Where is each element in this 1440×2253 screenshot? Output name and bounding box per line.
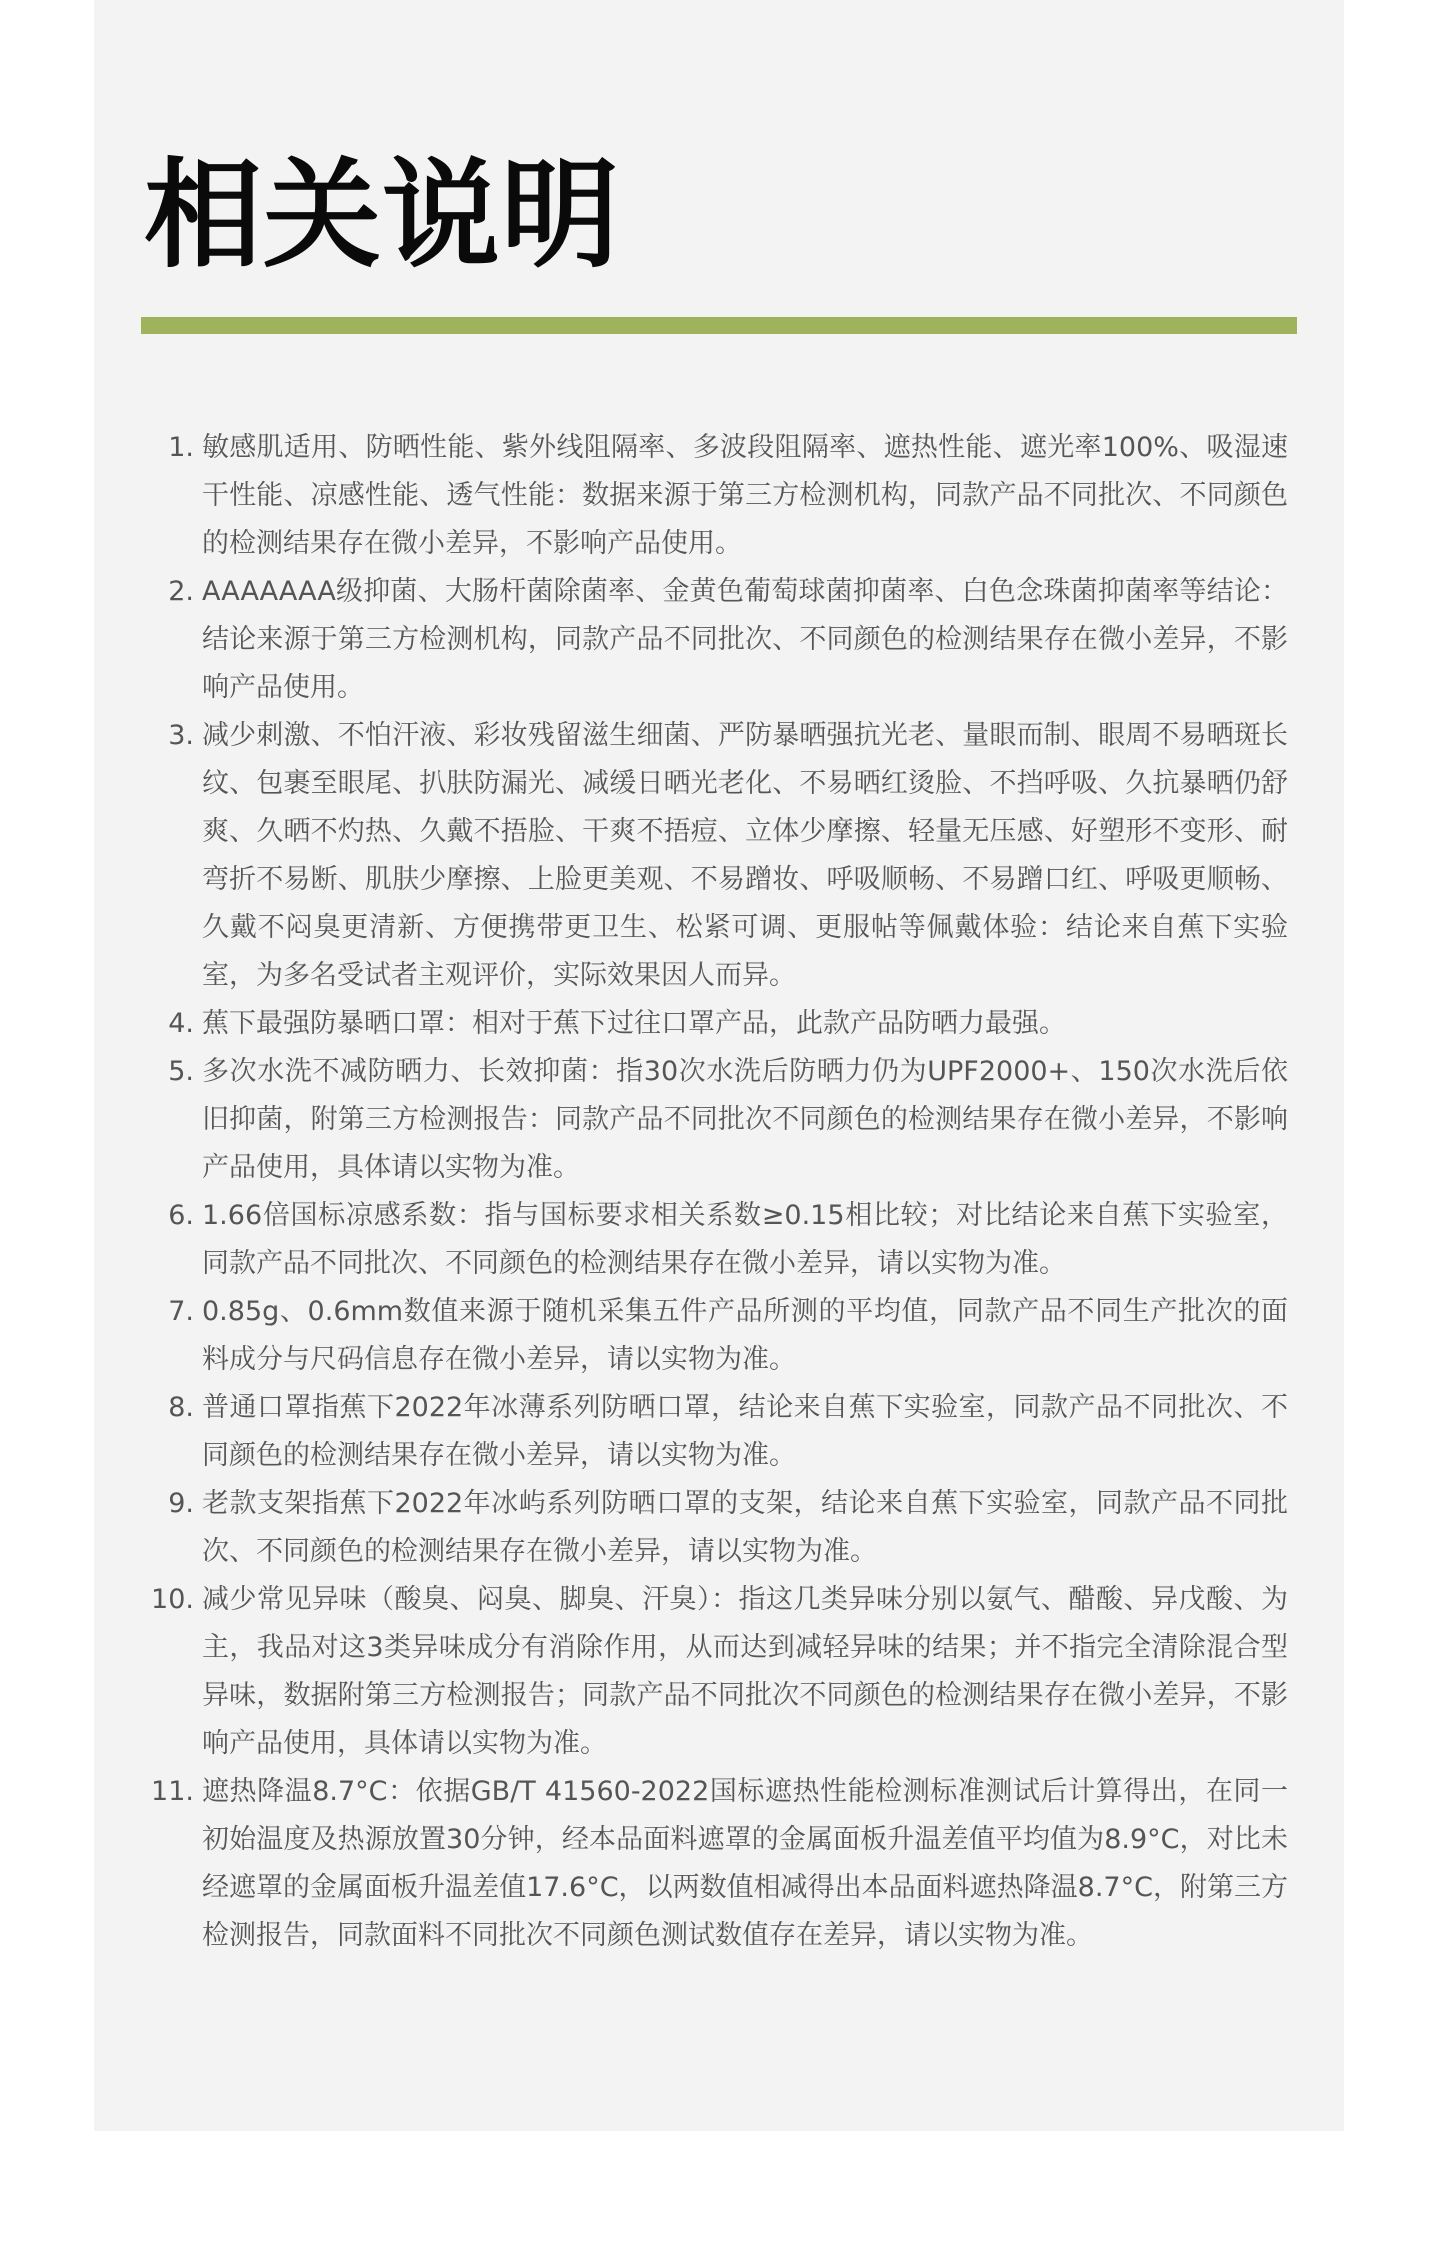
list-item	[94, 1048, 1288, 1192]
item-number: 3.	[168, 720, 194, 751]
item-number: 2.	[168, 576, 194, 607]
item-number: 10.	[151, 1584, 194, 1615]
list-item	[94, 424, 1288, 568]
item-text: 0.85g、0.6mm数值来源于随机采集五件产品所测的平均值，同款产品不同生产批次的面料成分与尺码信息存在微小差异，请以实物为准。	[202, 1296, 1288, 1375]
item-text: 1.66倍国标凉感系数：指与国标要求相关系数≥0.15相比较；对比结论来自蕉下实验室，同款产品不同批次、不同颜色的检测结果存在微小差异，请以实物为准。	[202, 1200, 1288, 1279]
list-item	[94, 1288, 1288, 1384]
page-title: 相关说明	[144, 146, 621, 284]
item-number: 4.	[168, 1008, 194, 1039]
item-text: 多次水洗不减防晒力、长效抑菌：指30次水洗后防晒力仍为UPF2000+、150次水洗后依旧抑菌，附第三方检测报告：同款产品不同批次不同颜色的检测结果存在微小差异，不影响产品使用，具体请以实物为准。	[202, 1056, 1288, 1183]
item-number: 8.	[168, 1392, 194, 1423]
item-text: 蕉下最强防暴晒口罩：相对于蕉下过往口罩产品，此款产品防晒力最强。	[202, 1008, 1066, 1039]
item-text: 减少刺激、不怕汗液、彩妆残留滋生细菌、严防暴晒强抗光老、量眼而制、眼周不易晒斑长纹、包裹至眼尾、扒肤防漏光、减缓日晒光老化、不易晒红烫脸、不挡呼吸、久抗暴晒仍舒爽、久晒不灼热、久戴不捂脸、干爽不捂痘、立体少摩擦、轻量无压感、好塑形不变形、耐弯折不易断、肌肤少摩擦、上脸更美观、不易蹭妆、呼吸顺畅、不易蹭口红、呼吸更顺畅、久戴不闷臭更清新、方便携带更卫生、松紧可调、更服帖等佩戴体验：结论来自蕉下实验室，为多名受试者主观评价，实际效果因人而异。	[202, 720, 1288, 991]
item-text: 遮热降温8.7°C：依据GB/T 41560-2022国标遮热性能检测标准测试后计算得出，在同一初始温度及热源放置30分钟，经本品面料遮罩的金属面板升温差值平均值为8.9°C，对比未经遮罩的金属面板升温差值17.6°C，以两数值相减得出本品面料遮热降温8.7°C，附第三方检测报告，同款面料不同批次不同颜色测试数值存在差异，请以实物为准。	[202, 1776, 1288, 1951]
item-text: 普通口罩指蕉下2022年冰薄系列防晒口罩，结论来自蕉下实验室，同款产品不同批次、不同颜色的检测结果存在微小差异，请以实物为准。	[202, 1392, 1288, 1471]
list-item	[94, 1480, 1288, 1576]
list-item	[94, 1576, 1288, 1768]
list-item	[94, 568, 1288, 712]
item-text: 减少常见异味（酸臭、闷臭、脚臭、汗臭）：指这几类异味分别以氨气、醋酸、异戊酸、为主，我品对这3类异味成分有消除作用，从而达到减轻异味的结果；并不指完全清除混合型异味，数据附第三方检测报告；同款产品不同批次不同颜色的检测结果存在微小差异，不影响产品使用，具体请以实物为准。	[202, 1584, 1288, 1759]
accent-divider	[141, 317, 1297, 334]
item-text: 老款支架指蕉下2022年冰屿系列防晒口罩的支架，结论来自蕉下实验室，同款产品不同批次、不同颜色的检测结果存在微小差异，请以实物为准。	[202, 1488, 1288, 1567]
item-text: AAAAAAA级抑菌、大肠杆菌除菌率、金黄色葡萄球菌抑菌率、白色念珠菌抑菌率等结论：结论来源于第三方检测机构，同款产品不同批次、不同颜色的检测结果存在微小差异，不影响产品使用。	[202, 576, 1288, 703]
item-number: 5.	[168, 1056, 194, 1087]
list-item	[94, 1768, 1288, 1960]
list-item	[94, 712, 1288, 1000]
list-item	[94, 1000, 1288, 1048]
item-number: 9.	[168, 1488, 194, 1519]
item-text: 敏感肌适用、防晒性能、紫外线阻隔率、多波段阻隔率、遮热性能、遮光率100%、吸湿速干性能、凉感性能、透气性能：数据来源于第三方检测机构，同款产品不同批次、不同颜色的检测结果存在微小差异，不影响产品使用。	[202, 432, 1288, 559]
item-number: 6.	[168, 1200, 194, 1231]
notes-list	[94, 424, 1344, 1960]
list-item	[94, 1192, 1288, 1288]
list-item	[94, 1384, 1288, 1480]
content-panel	[94, 0, 1344, 2131]
item-number: 1.	[168, 432, 194, 463]
item-number: 11.	[151, 1776, 194, 1807]
item-number: 7.	[168, 1296, 194, 1327]
